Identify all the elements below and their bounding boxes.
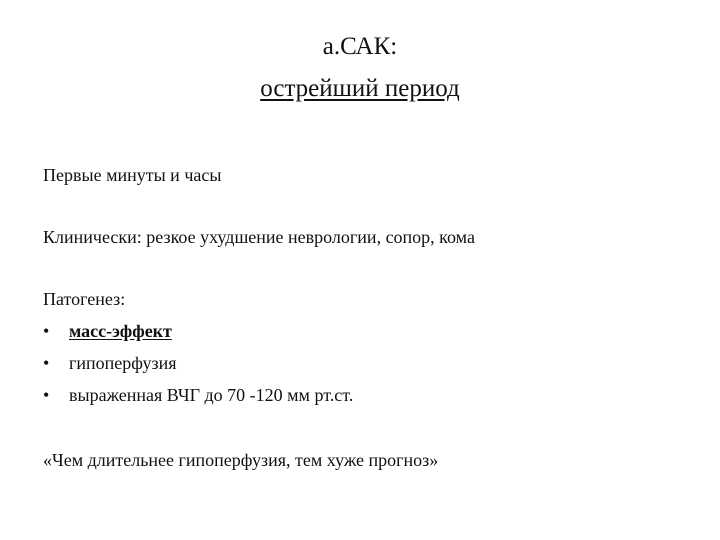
list-item-text: выраженная ВЧГ до 70 -120 мм рт.ст. (69, 385, 354, 405)
bullet-icon: • (43, 321, 50, 341)
bullet-icon: • (43, 353, 50, 373)
bullet-icon: • (43, 385, 50, 405)
list-item (43, 352, 177, 374)
slide-subtitle: острейший период (260, 75, 460, 102)
clinical-text: Клинически: резкое ухудшение неврологии, сопор, кома (43, 227, 475, 247)
quote-text: «Чем длительнее гипоперфузия, тем хуже прогноз» (43, 450, 439, 470)
list-item-text: гипоперфузия (69, 353, 177, 373)
pathogenesis-heading: Патогенез: (43, 289, 126, 309)
list-item (43, 384, 353, 406)
list-item-text: масс-эффект (69, 321, 172, 341)
slide-title: а.САК: (322, 33, 398, 60)
timing-text: Первые минуты и часы (43, 165, 222, 185)
list-item (43, 320, 172, 342)
